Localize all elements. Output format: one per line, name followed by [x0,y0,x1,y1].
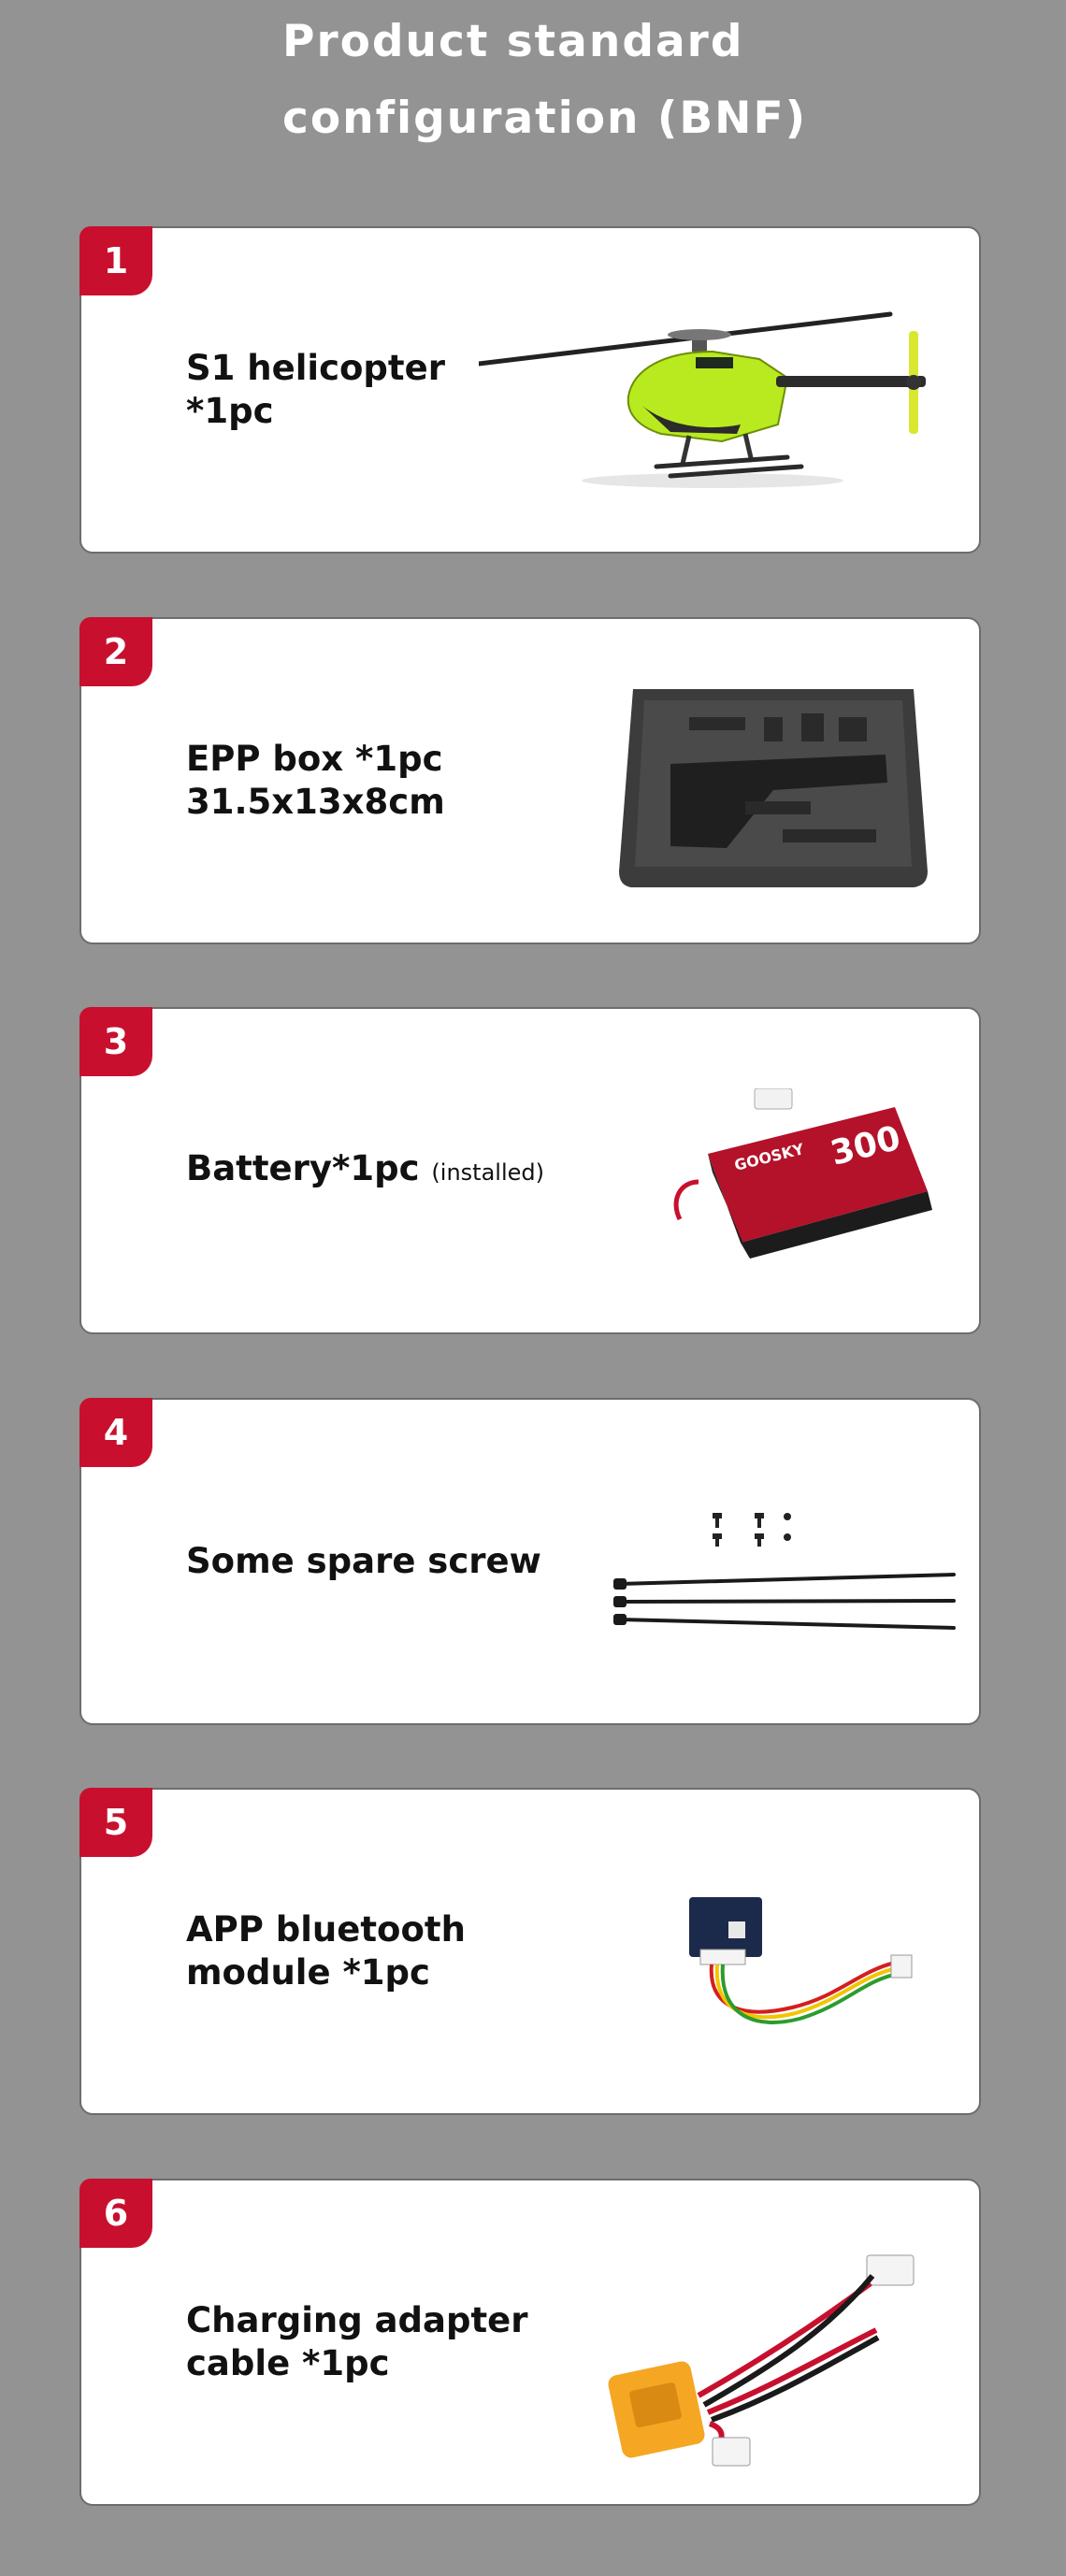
item-label [186,1908,579,1994]
item-label-line-2: module *1pc [186,1952,430,1993]
charging-cable-image [605,2246,942,2480]
item-number-badge: 1 [79,226,152,295]
page-title-line-2: configuration (BNF) [282,93,808,144]
item-label-line-2: *1pc [186,391,274,431]
item-label-line-1: APP bluetooth [186,1909,466,1950]
item-card-3 [79,1007,981,1334]
item-label [186,1540,579,1583]
bluetooth-module-image [680,1888,923,2047]
page-title-line-1: Product standard [282,16,744,67]
item-label-line-1: Some spare screw [186,1541,541,1581]
item-number-badge: 4 [79,1398,152,1467]
item-label-line-1: Charging adapter [186,2300,528,2340]
item-number-badge: 2 [79,617,152,686]
foam-box-image [614,680,932,895]
screws-and-ties-image [610,1507,965,1648]
helicopter-image [479,294,946,490]
battery-image [661,1088,942,1266]
item-label-line-1: S1 helicopter [186,348,445,388]
item-card-2 [79,617,981,944]
item-number-badge: 3 [79,1007,152,1076]
item-label [186,2299,579,2385]
item-number-badge: 6 [79,2179,152,2248]
item-card-1 [79,226,981,554]
item-label-note: (installed) [431,1159,544,1186]
item-label [186,1147,579,1194]
battery-capacity-text: 300 [827,1118,905,1173]
item-label-line-1: Battery*1pc [186,1148,420,1188]
page-title [282,4,807,157]
battery-brand-text: GOOSKY [732,1140,806,1174]
item-label-line-1: EPP box *1pc [186,739,443,779]
item-card-6 [79,2179,981,2506]
item-label [186,738,579,824]
item-number-badge: 5 [79,1788,152,1857]
item-label-line-2: cable *1pc [186,2343,390,2383]
item-card-4 [79,1398,981,1725]
item-card-5 [79,1788,981,2115]
item-label-line-2: 31.5x13x8cm [186,782,445,822]
